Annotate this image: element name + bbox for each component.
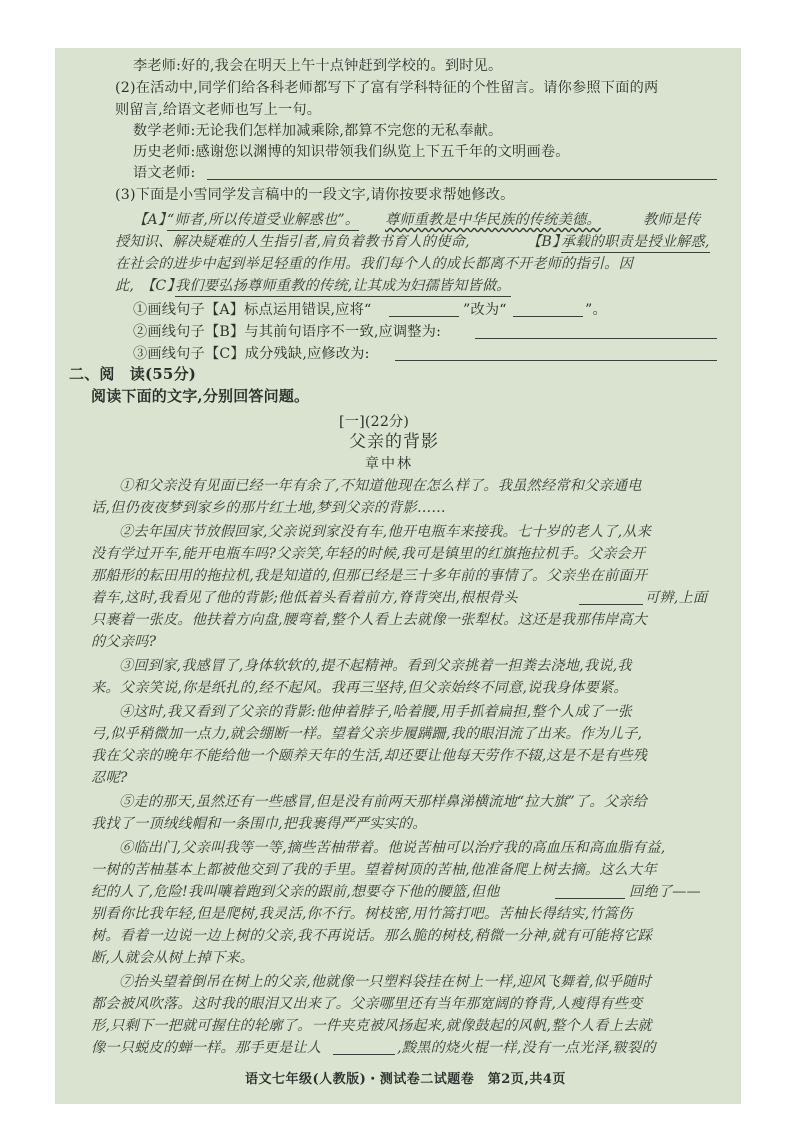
speech-line2: 授知识、解决疑难的人生指引者,肩负着教书育人的使命, [115, 234, 470, 250]
exam-page [55, 48, 741, 1064]
speech-line3: 在社会的进步中起到举足轻重的作用。我们每个人的成长都离不开老师的指引。因 [115, 256, 633, 272]
para2-line5: 只裹着一张皮。他扶着方向盘,腰弯着,整个人看上去就像一张犁杖。这还是我那伟岸高大 [91, 612, 648, 628]
edit-task-1-end: ”。 [585, 302, 607, 318]
para2-line1: ②去年国庆节放假回家,父亲说到家没有车,他开电瓶车来接我。七十岁的老人了,从来 [119, 524, 652, 540]
speech-line4-start: 此, [115, 278, 135, 294]
para4-line2: 弓,似乎稍微加一点力,就会绷断一样。望着父亲步履蹒跚,我的眼泪流了出来。作为儿子, [91, 726, 643, 742]
footer-band [55, 1064, 741, 1104]
para4-line4: 忍呢? [91, 770, 128, 786]
article-title: 父亲的背影 [349, 432, 439, 452]
edit-task-1: ①画线句子【A】标点运用错误,应将“ [133, 302, 372, 318]
q2-prompt-line1: (2)在活动中,同学们给各科老师都写下了富有学科特征的个性留言。请你参照下面的两 [115, 80, 659, 96]
q2-prompt-line2: 则留言,给语文老师也写上一句。 [115, 102, 322, 118]
para2-line4-end: 可辨,上面 [645, 590, 708, 606]
history-teacher-message: 历史老师:感谢您以渊博的知识带领我们纵览上下五千年的文明画卷。 [133, 144, 570, 160]
para7-line4: 像一只蜕皮的蝉一样。那手更是让人 [91, 1040, 322, 1056]
page-footer: 语文七年级(人教版)・测试卷二试题卷 第2页,共4页 [245, 1072, 566, 1087]
edit3-answer-blank[interactable] [395, 346, 717, 361]
sentence-c: 我们要弘扬尊师重教的传统,让其成为妇孺皆知皆做。 [175, 276, 511, 297]
para6-line4: 别看你比我年轻,但是爬树,我灵活,你不行。树枝密,用竹篙打吧。苦柚长得结实,竹篙伤 [91, 906, 633, 922]
para2-blank[interactable] [579, 590, 643, 605]
speech-line1-end: 教师是传 [643, 212, 701, 228]
para6-blank[interactable] [555, 884, 625, 899]
para7-blank[interactable] [333, 1040, 395, 1055]
para7-line1: ⑦抬头望着倒吊在树上的父亲,他就像一只塑料袋挂在树上一样,迎风飞舞着,似乎随时 [119, 974, 652, 990]
chinese-teacher-answer-blank[interactable] [207, 165, 717, 180]
para3-line1: ③回到家,我感冒了,身体软软的,提不起精神。看到父亲挑着一担粪去浇地,我说,我 [119, 658, 632, 674]
label-b: 【B】 [527, 234, 567, 250]
para5-line1: ⑤走的那天,虽然还有一些感冒,但是没有前两天那样鼻涕横流地“拉大旗”了。父亲给 [119, 794, 647, 810]
para4-line1: ④这时,我又看到了父亲的背影:他伸着脖子,哈着腰,用手抓着扁担,整个人成了一张 [119, 704, 632, 720]
edit1-blank-from[interactable] [389, 302, 459, 317]
section-2-heading: 二、阅 读(55分) [69, 365, 197, 383]
reading-instruction: 阅读下面的文字,分别回答问题。 [91, 387, 310, 405]
para7-line4-rest: ,黢黑的烧火棍一样,没有一点光泽,皲裂的 [397, 1040, 656, 1056]
label-a: 【A】 [133, 212, 173, 228]
para6-line6: 断,人就会从树上掉下来。 [91, 950, 254, 966]
para1-line2: 话,但仍夜夜梦到家乡的那片红土地,梦到父亲的背影…… [91, 500, 446, 516]
sentence-b: 承载的职责是授业解惑, [561, 232, 710, 253]
para6-line5: 树。看着一边说一边上树的父亲,我不再说话。那么脆的树枝,稍微一分神,就有可能将它踩 [91, 928, 652, 944]
teacher-li-reply: 李老师:好的,我会在明天上午十点钟赶到学校的。到时见。 [133, 58, 503, 74]
article-author: 章中林 [365, 456, 413, 472]
para4-line3: 我在父亲的晚年不能给他一个颐养天年的生活,却还要让他每天劳作不辍,这是不是有些残 [91, 748, 648, 764]
para3-line2: 来。父亲笑说,你是纸扎的,经不起风。我再三坚持,但父亲始终不同意,说我身体要紧。 [91, 680, 628, 696]
sentence-a: “师者,所以传道受业解惑也”。 [167, 210, 359, 231]
math-teacher-message: 数学老师:无论我们怎样加减乘除,都算不完您的无私奉献。 [133, 123, 503, 139]
para2-line2: 没有学过开车,能开电瓶车吗?父亲笑,年轻的时候,我可是镇里的红旗拖拉机手。父亲会开 [91, 546, 646, 562]
edit2-answer-blank[interactable] [475, 324, 717, 339]
chinese-teacher-label: 语文老师: [133, 165, 196, 181]
para6-line1: ⑥临出门,父亲叫我等一等,摘些苦柚带着。他说苦柚可以治疗我的高血压和高血脂有益, [119, 840, 666, 856]
para1-line1: ①和父亲没有见面已经一年有余了,不知道他现在怎么样了。我虽然经常和父亲通电 [119, 478, 642, 494]
edit-task-2: ②画线句子【B】与其前句语序不一致,应调整为: [133, 324, 442, 340]
para6-line2: 一树的苦柚基本上都被他交到了我的手里。望着树顶的苦柚,他准备爬上树去摘。这么大年 [91, 862, 657, 878]
edit-task-3: ③画线句子【C】成分残缺,应修改为: [133, 346, 370, 362]
para7-line2: 都会被风吹落。这时我的眼泪又出来了。父亲哪里还有当年那宽阔的脊背,人瘦得有些变 [91, 996, 643, 1012]
para6-line3: 纪的人了,危险!我叫嚷着跑到父亲的跟前,想要夺下他的腰篮,但他 [91, 884, 500, 900]
para2-line3: 那船形的耘田用的拖拉机,我是知道的,但那已经是三十多年前的事情了。父亲坐在前面开 [91, 568, 648, 584]
edit-task-1-mid: ”改为“ [463, 302, 507, 318]
para5-line2: 我找了一顶绒线帽和一条围巾,把我裹得严严实实的。 [91, 816, 427, 832]
para2-line4: 着车,这时,我看见了他的背影;他低着头看着前方,脊背突出,根根骨头 [91, 590, 518, 606]
para6-line3-end: 回绝了—— [629, 884, 701, 900]
label-c: 【C】 [141, 278, 181, 294]
para2-line6: 的父亲吗? [91, 634, 157, 650]
q3-prompt: (3)下面是小雪同学发言稿中的一段文字,请你按要求帮她修改。 [115, 187, 515, 203]
edit1-blank-to[interactable] [513, 302, 583, 317]
speech-line1-rest: 尊师重教是中华民族的传统美德。 [385, 212, 601, 228]
part-one-label: [一](22分) [339, 414, 410, 430]
para7-line3: 形,只剩下一把就可握住的轮廓了。一件夹克被风扬起来,就像鼓起的风帆,整个人看上去就 [91, 1018, 652, 1034]
